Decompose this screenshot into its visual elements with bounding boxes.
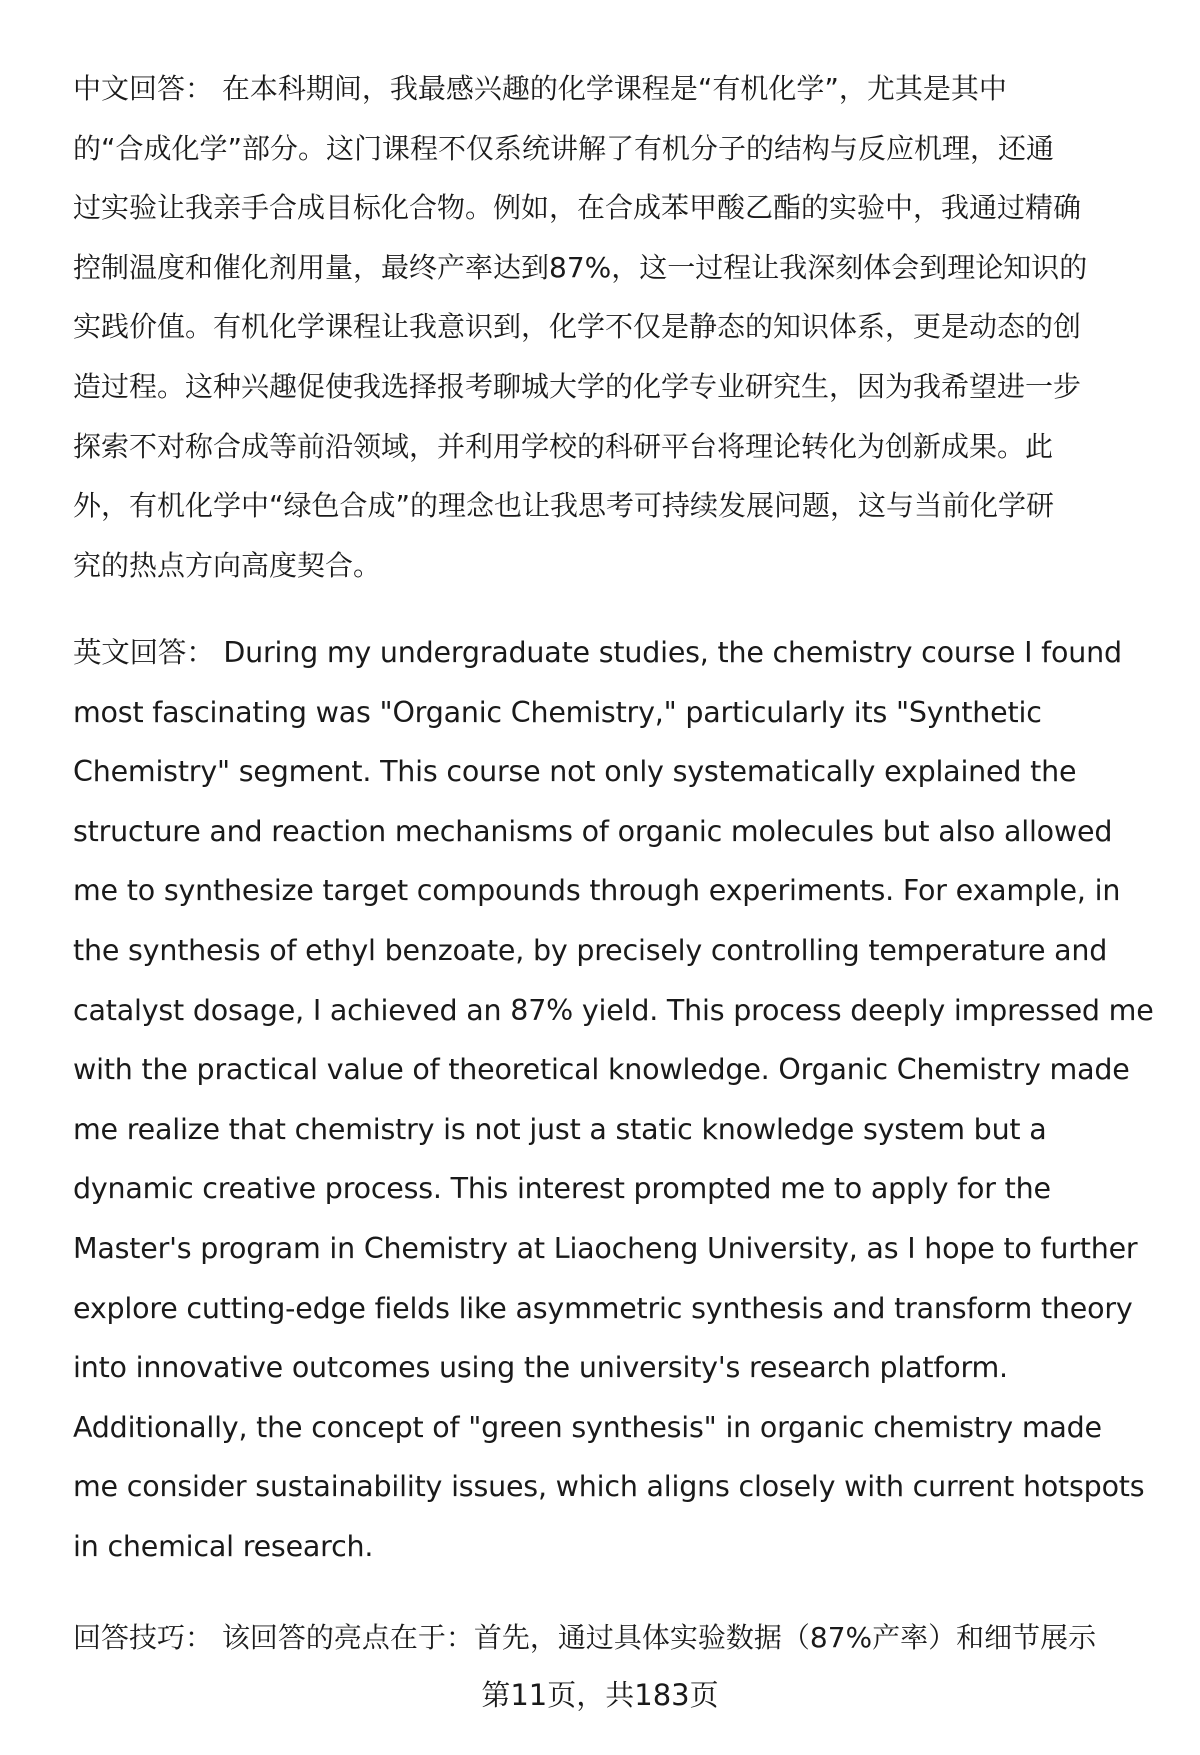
text-line: 回答技巧： 该回答的亮点在于：首先，通过具体实验数据（87%产率）和细节展示 [73, 1621, 1097, 1654]
text-line: 实践价值。有机化学课程让我意识到，化学不仅是静态的知识体系，更是动态的创 [73, 310, 1082, 344]
text-line: 控制温度和催化剂用量，最终产率达到87%，这一过程让我深刻体会到理论知识的 [73, 250, 1088, 284]
text-line: into innovative outcomes using the university's research platform. [73, 1351, 1008, 1385]
text-line: in chemical research. [73, 1530, 374, 1563]
text-line: 究的热点方向高度契合。 [73, 548, 382, 582]
text-line: dynamic creative process. This interest prompted me to apply for the [73, 1172, 1051, 1206]
text-line: 英文回答： During my undergraduate studies, the chemistry course I found [73, 636, 1122, 669]
text-line: 过实验让我亲手合成目标化合物。例如，在合成苯甲酸乙酯的实验中，我通过精确 [73, 191, 1082, 225]
text-line: most fascinating was "Organic Chemistry," particularly its "Synthetic [73, 695, 1042, 729]
text-line: 探索不对称合成等前沿领域，并利用学校的科研平台将理论转化为创新成果。此 [73, 429, 1054, 463]
text-line: explore cutting-edge fields like asymmetric synthesis and transform theory [73, 1291, 1133, 1325]
text-line: the synthesis of ethyl benzoate, by precisely controlling temperature and [73, 934, 1108, 967]
text-line: me consider sustainability issues, which aligns closely with current hotspots [73, 1470, 1145, 1504]
text-line: Chemistry" segment. This course not only systematically explained the [73, 755, 1077, 789]
text-line: catalyst dosage, I achieved an 87% yield. This process deeply impressed me [73, 993, 1154, 1027]
text-line: me to synthesize target compounds through experiments. For example, in [73, 874, 1121, 908]
text-line: 外，有机化学中“绿色合成”的理念也让我思考可持续发展问题，这与当前化学研 [73, 489, 1055, 523]
text-line: with the practical value of theoretical knowledge. Organic Chemistry made [73, 1053, 1130, 1087]
text-line: 的“合成化学”部分。这门课程不仅系统讲解了有机分子的结构与反应机理，还通 [73, 131, 1055, 165]
page-number-footer: 第11页，共183页 [481, 1678, 719, 1712]
text-line: 造过程。这种兴趣促使我选择报考聊城大学的化学专业研究生，因为我希望进一步 [73, 370, 1082, 403]
text-line: structure and reaction mechanisms of organic molecules but also allowed [73, 814, 1113, 848]
text-line: me realize that chemistry is not just a static knowledge system but a [73, 1112, 1047, 1146]
text-line: Additionally, the concept of "green synthesis" in organic chemistry made [73, 1410, 1102, 1444]
text-line: 中文回答： 在本科期间，我最感兴趣的化学课程是“有机化学”，尤其是其中 [73, 72, 1007, 105]
text-line: Master's program in Chemistry at Liaocheng University, as I hope to further [73, 1232, 1138, 1265]
